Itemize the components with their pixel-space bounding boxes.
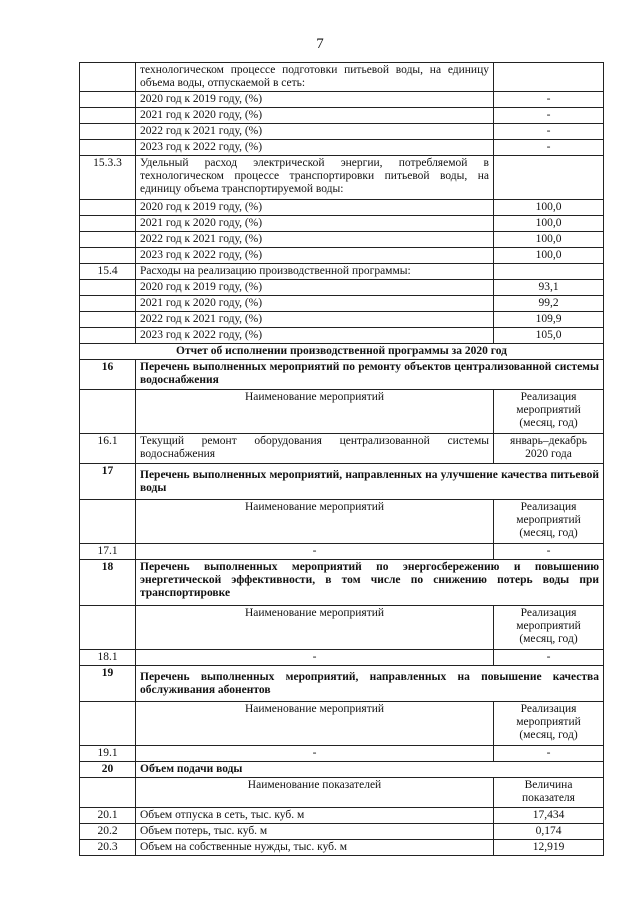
section-header-row [80, 762, 604, 778]
row-number [80, 232, 136, 248]
table-row [80, 156, 604, 200]
empty-cell [80, 702, 136, 746]
column-header-row [80, 606, 604, 650]
page-number: 7 [316, 36, 324, 52]
column-header-value: Реализация мероприятий (месяц, год) [494, 702, 604, 746]
column-header-value: Величина показателя [494, 778, 604, 808]
row-text: - [136, 544, 494, 560]
section-number: 20 [80, 762, 136, 778]
section-number: 18 [80, 560, 136, 606]
row-number: 20.3 [80, 840, 136, 856]
row-text: - [136, 746, 494, 762]
row-number [80, 280, 136, 296]
column-header-row [80, 778, 604, 808]
table-row [80, 280, 604, 296]
row-text: 2023 год к 2022 году, (%) [136, 328, 494, 344]
table-row [80, 840, 604, 856]
table-row [80, 808, 604, 824]
row-number: 16.1 [80, 434, 136, 464]
table-row [80, 200, 604, 216]
row-text: Текущий ремонт оборудования централизованной системы водоснабжения [136, 434, 494, 464]
table-row [80, 248, 604, 264]
column-header-name: Наименование мероприятий [136, 606, 494, 650]
row-value: 99,2 [494, 296, 604, 312]
row-number [80, 108, 136, 124]
section-title: Объем подачи воды [136, 762, 604, 778]
column-header-name: Наименование мероприятий [136, 500, 494, 544]
row-value [494, 264, 604, 280]
table-row [80, 124, 604, 140]
row-value: 17,434 [494, 808, 604, 824]
section-header-row [80, 560, 604, 606]
row-text: 2020 год к 2019 году, (%) [136, 280, 494, 296]
table-row [80, 108, 604, 124]
row-text: 2022 год к 2021 году, (%) [136, 124, 494, 140]
section-number: 16 [80, 360, 136, 390]
row-number [80, 216, 136, 232]
row-value: - [494, 108, 604, 124]
table-row [80, 92, 604, 108]
row-value: 0,174 [494, 824, 604, 840]
column-header-value: Реализация мероприятий (месяц, год) [494, 500, 604, 544]
row-number [80, 296, 136, 312]
row-number: 18.1 [80, 650, 136, 666]
column-header-row [80, 702, 604, 746]
row-text: 2023 год к 2022 году, (%) [136, 140, 494, 156]
column-header-row [80, 500, 604, 544]
row-value: 100,0 [494, 216, 604, 232]
row-number: 20.2 [80, 824, 136, 840]
table-row [80, 264, 604, 280]
row-number: 19.1 [80, 746, 136, 762]
section-number: 17 [80, 464, 136, 500]
table-row [80, 63, 604, 92]
row-number [80, 124, 136, 140]
row-text: 2021 год к 2020 году, (%) [136, 296, 494, 312]
report-title-row [80, 344, 604, 360]
row-number [80, 140, 136, 156]
row-text: 2021 год к 2020 году, (%) [136, 108, 494, 124]
row-text: Объем на собственные нужды, тыс. куб. м [136, 840, 494, 856]
row-value: - [494, 140, 604, 156]
row-value [494, 156, 604, 200]
row-number [80, 312, 136, 328]
section-header-row [80, 360, 604, 390]
row-text: - [136, 650, 494, 666]
row-number [80, 63, 136, 92]
empty-cell [80, 606, 136, 650]
row-value: 100,0 [494, 248, 604, 264]
section-title: Перечень выполненных мероприятий, направленных на повышение качества обслуживания абонентов [136, 666, 604, 702]
row-number [80, 328, 136, 344]
empty-cell [80, 778, 136, 808]
row-text: технологическом процессе подготовки питьевой воды, на единицу объема воды, отпускаемой в сеть: [136, 63, 494, 92]
section-header-row [80, 666, 604, 702]
section-title: Перечень выполненных мероприятий по энергосбережению и повышению энергетической эффективности, в том числе по снижению потерь воды при транспортировке [136, 560, 604, 606]
row-value [494, 63, 604, 92]
row-value: 12,919 [494, 840, 604, 856]
table-row [80, 824, 604, 840]
table-row [80, 232, 604, 248]
row-value: 109,9 [494, 312, 604, 328]
row-value: - [494, 650, 604, 666]
row-text: 2022 год к 2021 году, (%) [136, 312, 494, 328]
row-value: 105,0 [494, 328, 604, 344]
table-row [80, 312, 604, 328]
row-text: Объем отпуска в сеть, тыс. куб. м [136, 808, 494, 824]
section-number: 19 [80, 666, 136, 702]
row-value: январь–декабрь 2020 года [494, 434, 604, 464]
section-header-row [80, 464, 604, 500]
table-row [80, 434, 604, 464]
program-table [79, 62, 604, 856]
table-row [80, 650, 604, 666]
table-row [80, 216, 604, 232]
table-row [80, 296, 604, 312]
row-value: 100,0 [494, 232, 604, 248]
column-header-name: Наименование мероприятий [136, 390, 494, 434]
column-header-name: Наименование показателей [136, 778, 494, 808]
row-text: Удельный расход электрической энергии, потребляемой в технологическом процессе транспортировки питьевой воды, на единицу объема транспортируемой воды: [136, 156, 494, 200]
row-value: - [494, 544, 604, 560]
column-header-value: Реализация мероприятий (месяц, год) [494, 390, 604, 434]
row-text: Объем потерь, тыс. куб. м [136, 824, 494, 840]
row-text: 2020 год к 2019 году, (%) [136, 92, 494, 108]
column-header-value: Реализация мероприятий (месяц, год) [494, 606, 604, 650]
table-row [80, 544, 604, 560]
section-title: Перечень выполненных мероприятий, направленных на улучшение качества питьевой воды [136, 464, 604, 500]
column-header-row [80, 390, 604, 434]
row-number: 15.3.3 [80, 156, 136, 200]
section-title: Перечень выполненных мероприятий по ремонту объектов централизованной системы водоснабжения [136, 360, 604, 390]
row-text: 2021 год к 2020 году, (%) [136, 216, 494, 232]
row-number: 15.4 [80, 264, 136, 280]
empty-cell [80, 500, 136, 544]
table-row [80, 140, 604, 156]
row-number: 20.1 [80, 808, 136, 824]
row-value: - [494, 746, 604, 762]
empty-cell [80, 390, 136, 434]
row-value: - [494, 92, 604, 108]
row-value: 93,1 [494, 280, 604, 296]
row-value: - [494, 124, 604, 140]
row-text: 2022 год к 2021 году, (%) [136, 232, 494, 248]
row-text: 2020 год к 2019 году, (%) [136, 200, 494, 216]
report-title: Отчет об исполнении производственной программы за 2020 год [80, 344, 604, 360]
row-text: 2023 год к 2022 году, (%) [136, 248, 494, 264]
row-number [80, 200, 136, 216]
row-number [80, 248, 136, 264]
row-number: 17.1 [80, 544, 136, 560]
row-value: 100,0 [494, 200, 604, 216]
column-header-name: Наименование мероприятий [136, 702, 494, 746]
table-row [80, 746, 604, 762]
row-number [80, 92, 136, 108]
row-text: Расходы на реализацию производственной программы: [136, 264, 494, 280]
table-row [80, 328, 604, 344]
